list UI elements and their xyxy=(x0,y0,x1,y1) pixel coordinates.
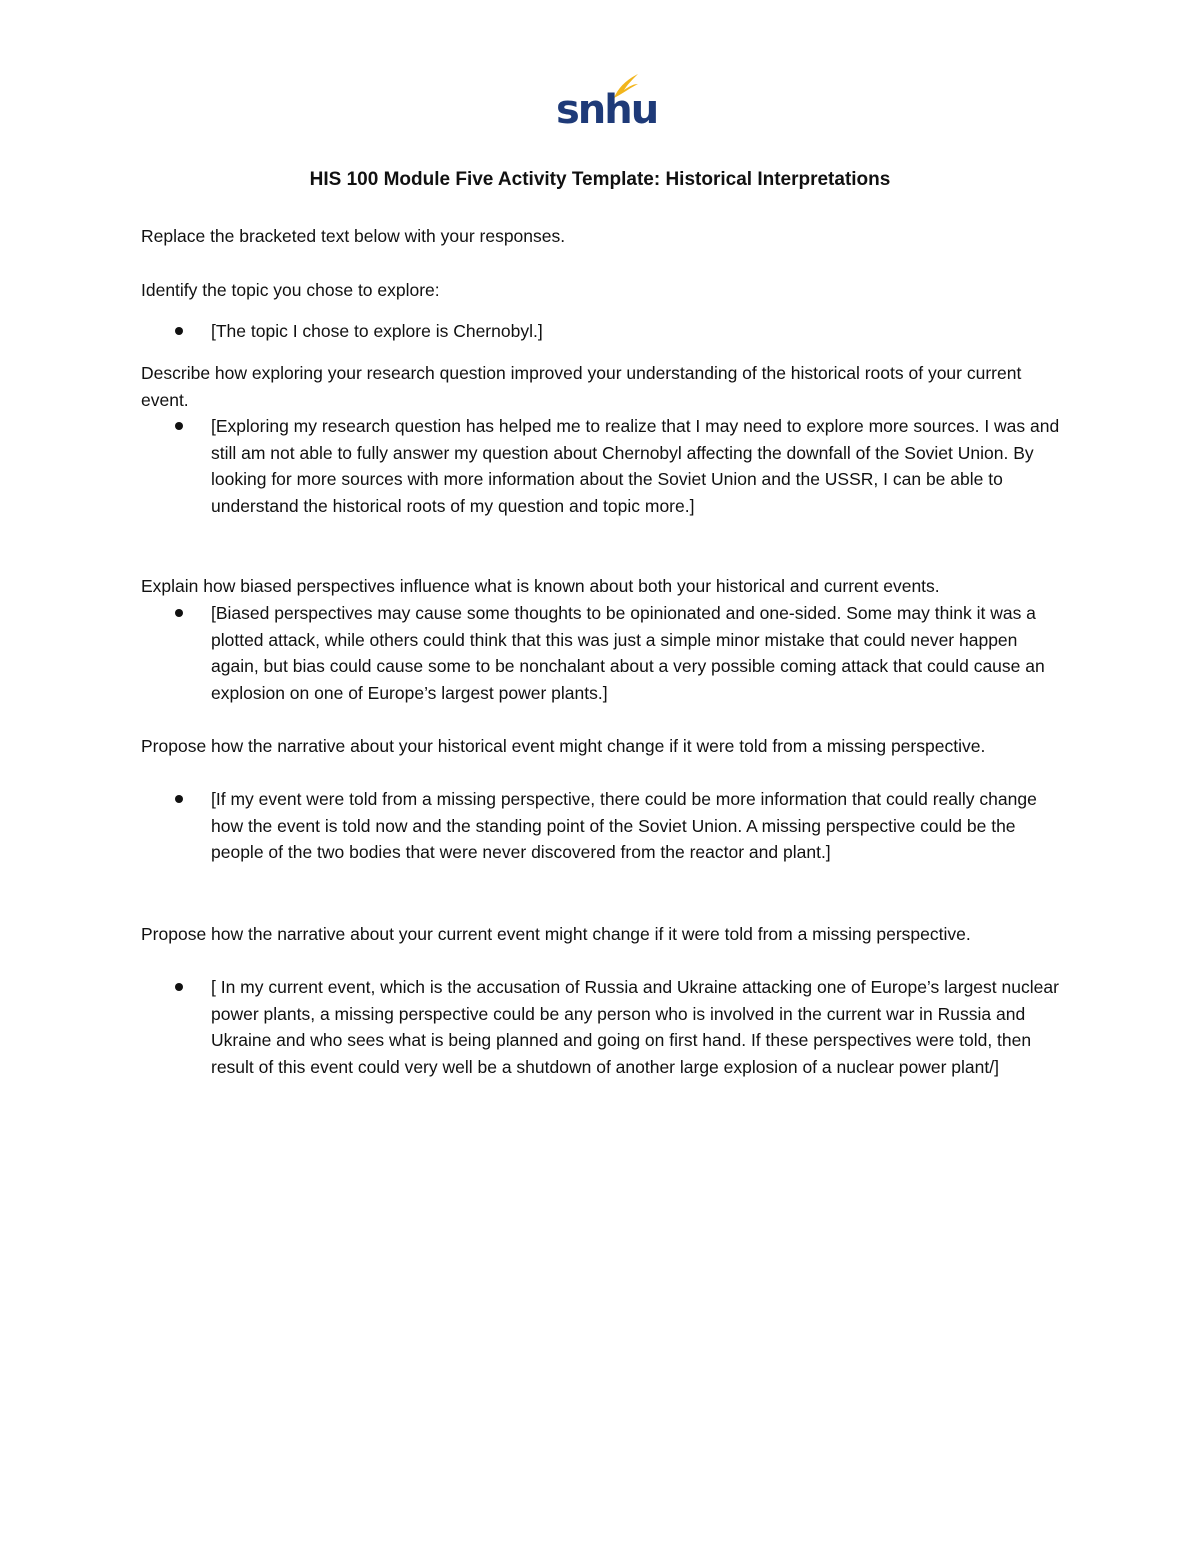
response-historical-perspective-item xyxy=(211,786,1061,866)
response-topic: [The topic I chose to explore is Chernobyl.] xyxy=(211,321,543,341)
logo-text: snhu xyxy=(556,87,658,133)
prompt-historical-perspective: Propose how the narrative about your historical event might change if it were told from a missing perspective. xyxy=(141,736,986,756)
instructions: Replace the bracketed text below with your responses. xyxy=(141,226,566,246)
snhu-logo xyxy=(552,72,658,134)
response-current-perspective: [ In my current event, which is the accusation of Russia and Ukraine attacking one of Europe’s largest nuclear power plants, a missing perspective could be any person who is involved in the current war in Russia and Ukraine and who sees what is being planned and going on first hand. If these perspectives were told, then result of this event could very well be a shutdown of another large explosion of a nuclear power plant/] xyxy=(211,977,1059,1077)
prompt-bias: Explain how biased perspectives influence what is known about both your historical and current events. xyxy=(141,576,940,596)
response-research-item xyxy=(211,413,1061,519)
bullet-icon xyxy=(175,795,183,803)
bullet-icon xyxy=(175,327,183,335)
prompt-research: Describe how exploring your research question improved your understanding of the historical roots of your current event. xyxy=(141,363,1022,410)
bullet-icon xyxy=(175,983,183,991)
response-bias: [Biased perspectives may cause some thoughts to be opinionated and one-sided. Some may think it was a plotted attack, while others could think that this was just a simple minor mistake that could never happen again, but bias could cause some to be nonchalant about a very possible coming attack that could cause an explosion on one of Europe’s largest power plants.] xyxy=(211,603,1045,703)
prompt-current-perspective: Propose how the narrative about your current event might change if it were told from a missing perspective. xyxy=(141,924,971,944)
response-research: [Exploring my research question has helped me to realize that I may need to explore more sources. I was and still am not able to fully answer my question about Chernobyl affecting the downfall of the Soviet Union. By looking for more sources with more information about the Soviet Union and the USSR, I can be able to understand the historical roots of my question and topic more.] xyxy=(211,416,1060,516)
response-topic-item xyxy=(211,318,1061,345)
response-bias-item xyxy=(211,600,1061,706)
bullet-icon xyxy=(175,609,183,617)
bullet-icon xyxy=(175,422,183,430)
response-current-perspective-item xyxy=(211,974,1061,1080)
page-title: HIS 100 Module Five Activity Template: Historical Interpretations xyxy=(309,169,891,190)
response-historical-perspective: [If my event were told from a missing perspective, there could be more information that could really change how the event is told now and the standing point of the Soviet Union. A missing perspective could be the people of the two bodies that were never discovered from the reactor and plant.] xyxy=(211,789,1037,862)
prompt-topic: Identify the topic you chose to explore: xyxy=(141,280,440,300)
